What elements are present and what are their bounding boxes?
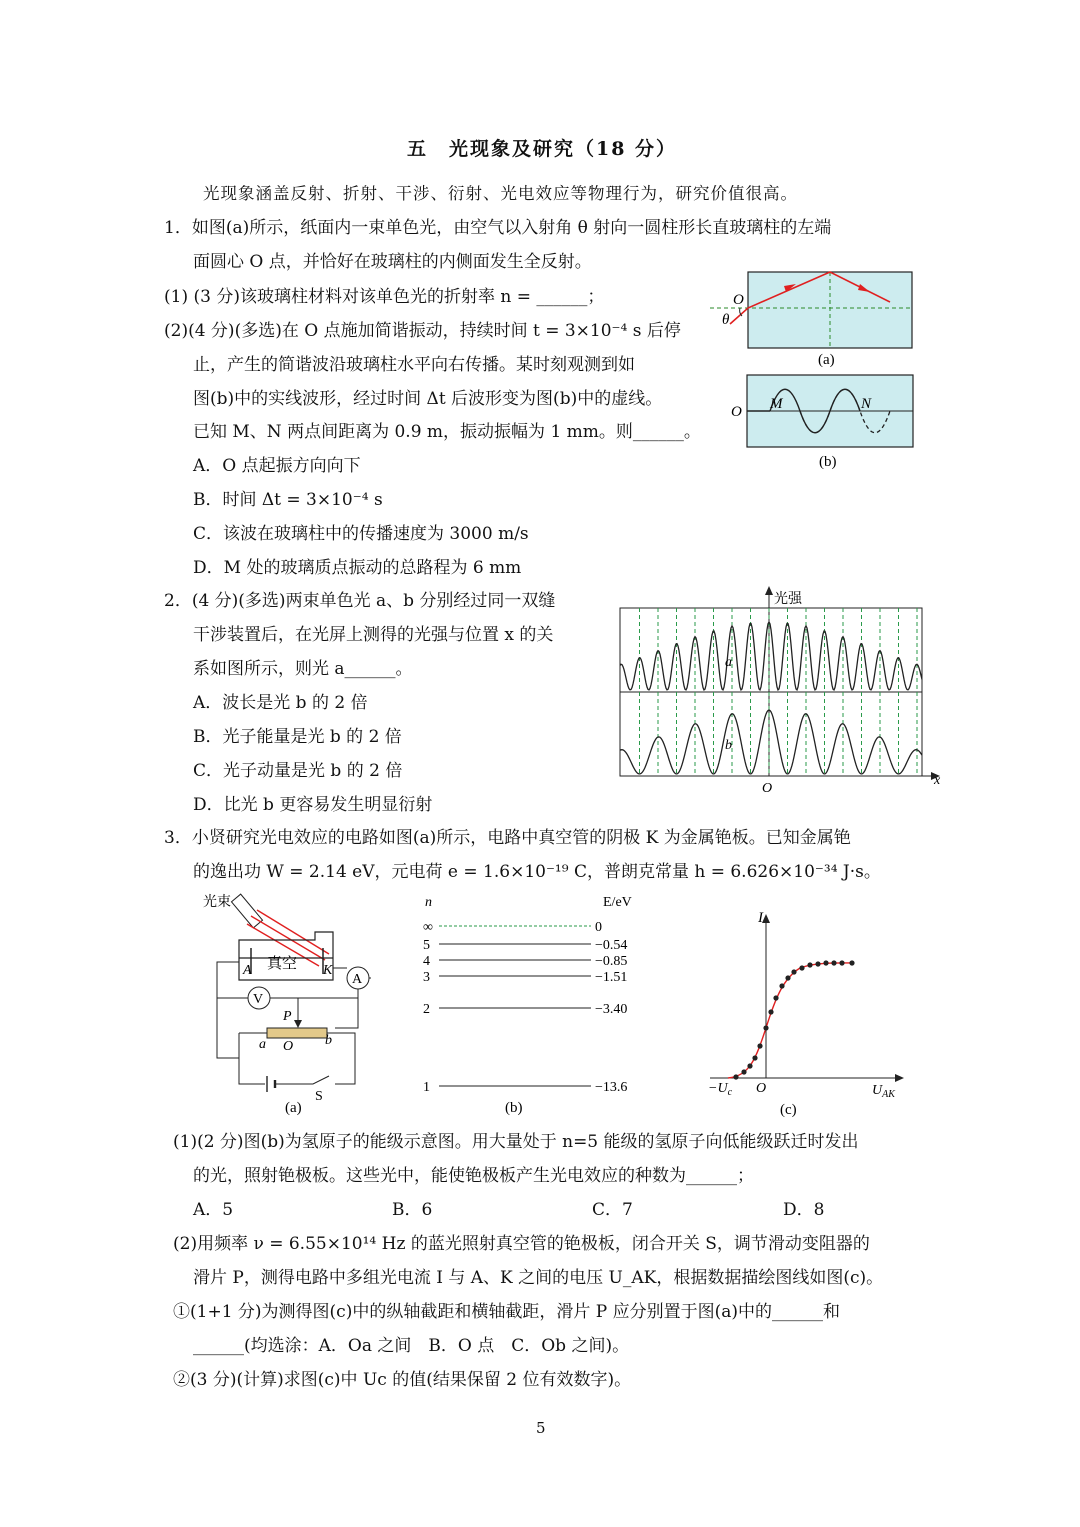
c-xlabel	[872, 1083, 896, 1100]
c-y-axis-arrow	[762, 914, 770, 923]
iu-data-point	[799, 965, 804, 970]
iu-data-point	[747, 1063, 752, 1068]
iu-data-point	[839, 960, 844, 965]
q3-part1-line2: 的光，照射铯极板。这些光中，能使铯极板产生光电效应的种数为______；	[193, 1166, 754, 1186]
n-label: n	[425, 895, 432, 910]
energy-level-e: 0	[595, 920, 602, 935]
vacuum-label: 真空	[267, 956, 298, 972]
energy-level-n: 3	[423, 970, 430, 985]
c-uc-label	[708, 1081, 733, 1098]
fig-a-label-theta: θ	[722, 312, 730, 328]
q3-part1-option-d: D．8	[783, 1200, 825, 1220]
q1-stem-line1: 1．如图(a)所示，纸面内一束单色光，由空气以入射角 θ 射向一圆柱形长直玻璃柱的左端	[164, 218, 832, 238]
switch-label: S	[315, 1089, 323, 1104]
iu-data-point	[849, 960, 854, 965]
energy-level-e: −13.6	[595, 1080, 628, 1095]
q1-figure-a	[700, 262, 920, 372]
q1-part2-line2: 止，产生的简谐波沿玻璃柱水平向右传播。某时刻观测到如	[193, 355, 635, 375]
beam-1	[251, 916, 325, 960]
q1-part1: (1) (3 分)该玻璃柱材料对该单色光的折射率 n = ______；	[164, 287, 605, 307]
iu-data-point	[831, 960, 836, 965]
slider-arrow	[294, 1020, 302, 1028]
fig-b-label-O: O	[731, 404, 742, 420]
q1-part2-line4: 已知 M、N 两点间距离为 0.9 m，振动振幅为 1 mm。则______。	[193, 422, 701, 442]
fig-c-caption: (c)	[780, 1102, 797, 1118]
chart-origin: O	[762, 781, 773, 796]
section-title: 五 光现象及研究（18 分）	[407, 138, 678, 160]
energy-level-n: 2	[423, 1002, 430, 1017]
energy-level-e: −1.51	[595, 970, 628, 985]
q3-energy-level-figure	[415, 890, 655, 1118]
fig-b-caption: (b)	[819, 454, 837, 470]
q2-stem-line2: 干涉装置后，在光屏上测得的光强与位置 x 的关	[193, 625, 554, 645]
q2-option-d: D．比光 b 更容易发生明显衍射	[193, 795, 433, 815]
q2-stem-line3: 系如图所示，则光 a______。	[193, 659, 413, 679]
q3-part1-option-c: C．7	[592, 1200, 633, 1220]
iu-data-point	[785, 975, 790, 980]
c-x-axis-arrow	[895, 1074, 904, 1082]
voltmeter-label: V	[253, 992, 264, 1007]
uc-main: −U	[708, 1081, 728, 1096]
series-b-label: b	[725, 738, 732, 753]
fig-a-caption: (a)	[818, 352, 835, 368]
iu-data-point	[779, 983, 784, 988]
series-a-label: a	[725, 655, 732, 670]
energy-level-e: −3.40	[595, 1002, 628, 1017]
cathode-label: K	[323, 963, 333, 978]
page-number: 5	[536, 1419, 546, 1437]
section-intro: 光现象涵盖反射、折射、干涉、衍射、光电效应等物理行为，研究价值很高。	[203, 184, 798, 203]
ammeter-label: A	[352, 972, 363, 987]
energy-level-e: −0.85	[595, 954, 628, 969]
q2-option-a: A．波长是光 b 的 2 倍	[193, 693, 368, 713]
energy-level-n: 4	[423, 954, 430, 969]
q2-option-b: B．光子能量是光 b 的 2 倍	[193, 727, 402, 747]
q3-part1-option-b: B．6	[392, 1200, 433, 1220]
q3-part2-line1: (2)用频率 ν = 6.55×10¹⁴ Hz 的蓝光照射真空管的铯极板，闭合开关 S，调节滑动变阻器的	[173, 1234, 870, 1254]
q1-option-d: D．M 处的玻璃质点振动的总路程为 6 mm	[193, 558, 522, 578]
q1-figure-b	[725, 372, 920, 472]
iu-data-point	[773, 995, 778, 1000]
c-ylabel: I	[758, 910, 763, 926]
energy-level-n: 1	[423, 1080, 430, 1095]
rheostat	[267, 1028, 327, 1038]
y-axis-arrow	[765, 586, 773, 595]
chart-ylabel: 光强	[774, 592, 802, 607]
fig-a-label-O: O	[733, 292, 744, 308]
e-label: E/eV	[603, 895, 632, 910]
q1-part2-line1: (2)(4 分)(多选)在 O 点施加简谐振动，持续时间 t = 3×10⁻⁴ s 后停	[164, 321, 681, 341]
iu-data-point	[733, 1074, 738, 1079]
q3-circuit-figure	[195, 888, 390, 1118]
series-a-curve	[620, 622, 922, 690]
chart-xlabel: x	[934, 773, 941, 788]
q1-stem-line2: 面圆心 O 点，并恰好在玻璃柱的内侧面发生全反射。	[193, 252, 592, 272]
q2-interference-chart	[610, 584, 950, 800]
energy-level-n: 5	[423, 938, 430, 953]
fig-b-caption: (b)	[505, 1100, 523, 1116]
q1-option-a: A．O 点起振方向向下	[193, 456, 361, 476]
q1-option-b: B．时间 Δt = 3×10⁻⁴ s	[193, 490, 383, 510]
slider-label: P	[283, 1009, 292, 1024]
q3-part1-option-a: A．5	[193, 1200, 234, 1220]
c-origin: O	[756, 1081, 767, 1096]
iu-data-point	[752, 1055, 757, 1060]
rheo-a-label: a	[259, 1037, 266, 1052]
rheostat-wires	[239, 1033, 355, 1084]
series-b-curve	[620, 710, 922, 774]
iu-data-point	[823, 960, 828, 965]
fig-b-label-N: N	[861, 396, 872, 412]
iu-data-point	[807, 962, 812, 967]
q2-option-c: C．光子动量是光 b 的 2 倍	[193, 761, 403, 781]
q3-sub1-line2: ______(均选涂：A．Oa 之间 B．O 点 C．Ob 之间)。	[193, 1336, 630, 1356]
rheo-o-label: O	[283, 1039, 294, 1054]
energy-level-n: ∞	[423, 920, 433, 935]
q2-stem-line1: 2．(4 分)(多选)两束单色光 a、b 分别经过同一双缝	[164, 591, 556, 611]
q3-part1-line1: (1)(2 分)图(b)为氢原子的能级示意图。用大量处于 n=5 能级的氢原子向低能级跃迁时发出	[173, 1132, 859, 1152]
q3-sub2: ②(3 分)(计算)求图(c)中 Uc 的值(结果保留 2 位有效数字)。	[173, 1370, 632, 1390]
q3-stem-line2: 的逸出功 W = 2.14 eV，元电荷 e = 1.6×10⁻¹⁹ C，普朗克常量 h = 6.626×10⁻³⁴ J·s。	[193, 862, 881, 882]
iu-data-point	[791, 969, 796, 974]
q3-iu-curve-figure	[700, 908, 910, 1118]
q3-stem-line1: 3．小贤研究光电效应的电路如图(a)所示，电路中真空管的阴极 K 为金属铯板。已知金属铯	[164, 828, 851, 848]
iu-data-point	[741, 1069, 746, 1074]
iu-data-point	[757, 1043, 762, 1048]
q3-sub1-line1: ①(1+1 分)为测得图(c)中的纵轴截距和横轴截距，滑片 P 应分别置于图(a)中的______和	[173, 1302, 840, 1322]
light-label: 光束	[203, 895, 231, 910]
fig-a-caption: (a)	[285, 1100, 302, 1116]
switch-wire	[275, 1076, 329, 1084]
anode-label: A	[243, 963, 252, 978]
rheo-b-label: b	[325, 1033, 332, 1048]
uak-main: U	[872, 1083, 883, 1098]
q1-part2-line3: 图(b)中的实线波形，经过时间 Δt 后波形变为图(b)中的虚线。	[193, 389, 663, 409]
fig-b-label-M: M	[770, 396, 783, 412]
q1-option-c: C．该波在玻璃柱中的传播速度为 3000 m/s	[193, 524, 529, 544]
uc-sub: c	[727, 1087, 733, 1098]
uak-sub: AK	[882, 1089, 895, 1100]
iu-curve	[728, 963, 854, 1078]
energy-level-e: −0.54	[595, 938, 628, 953]
iu-data-point	[815, 961, 820, 966]
wire-left	[217, 962, 239, 1058]
iu-data-point	[768, 1009, 773, 1014]
iu-data-point	[763, 1025, 768, 1030]
q3-part2-line2: 滑片 P，测得电路中多组光电流 I 与 A、K 之间的电压 U_AK，根据数据描绘图线如图(c)。	[193, 1268, 884, 1288]
